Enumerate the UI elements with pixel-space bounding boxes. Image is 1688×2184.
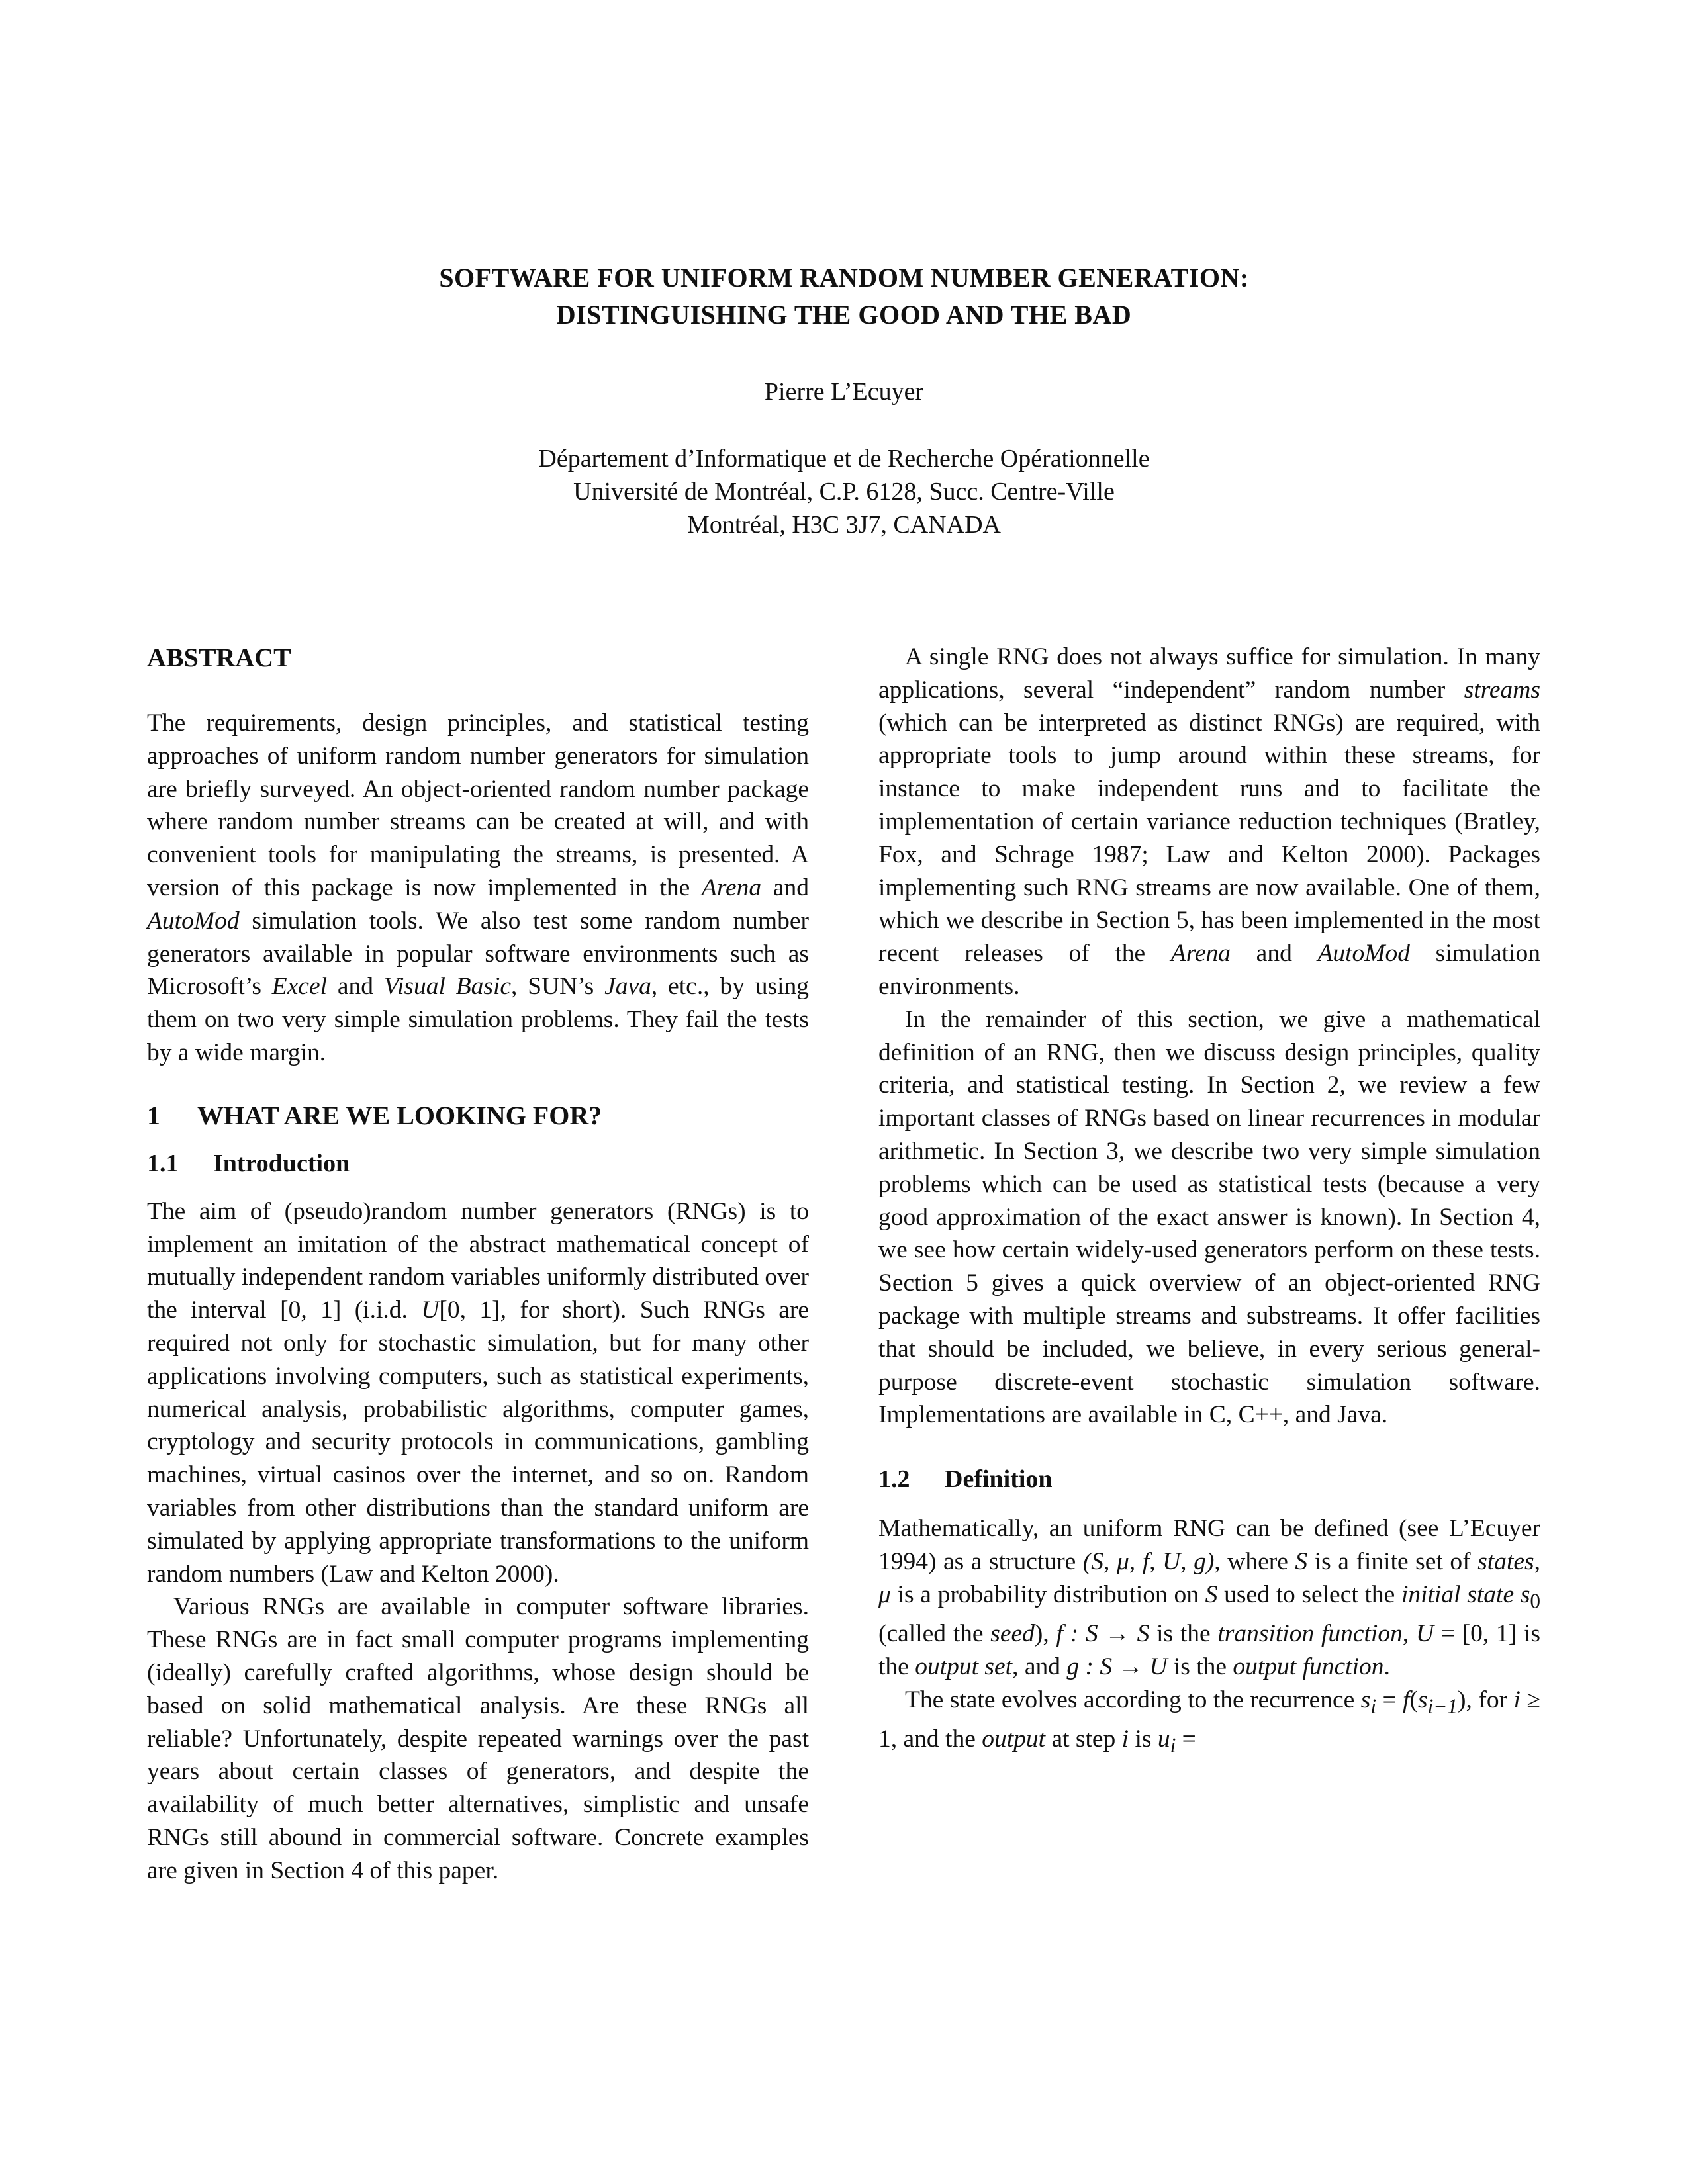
subsection-1-1-heading (147, 1146, 809, 1181)
paper-title (0, 259, 1688, 334)
definition-paragraph-2: The state evolves according to the recurrence $s_i = f(s_{i-1})$, for i ≥ 1, and the output at step i is $u_i$ = (878, 1686, 1540, 1757)
subsection-1-1-number: 1.1 (147, 1149, 179, 1177)
subsection-1-2-title: Definition (945, 1465, 1053, 1494)
author-name: Pierre L’Ecuyer (764, 378, 924, 406)
affiliation-line-2: Université de Montréal, C.P. 6128, Succ. Centre-Ville (573, 478, 1115, 506)
abstract-text: The requirements, design principles, and statistical testing approaches of uniform random number generators for simulation are briefly surveyed. An object-oriented random number package where random number streams can be created at will, and with convenient tools for manipulating the streams, is presented. A version of this package is now implemented in the Arena and AutoMod simulation tools. We also test some random number generators available in popular software environments such as Microsoft’s Excel and Visual Basic, SUN’s Java, etc., by using them on two very simple simulation problems. They fail the tests by a wide margin. (147, 709, 809, 1066)
definition-paragraph-1: Mathematically, an uniform RNG can be defined (see L’Ecuyer 1994) as a structure (S, μ, f, U, g), where S is a finite set of states, μ is a probability distribution on S used to select the initial state $s_0$ (called the seed), f : S → S is the transition function, U = [0, 1] is the output set, and g : S → U is the output function. (878, 1515, 1541, 1680)
title-line-2: DISTINGUISHING THE GOOD AND THE BAD (556, 300, 1132, 330)
subsection-1-1-title: Introduction (213, 1149, 350, 1177)
affiliation-line-1: Département d’Informatique et de Recherche Opérationnelle (538, 445, 1150, 473)
left-column (147, 641, 809, 1888)
title-line-1: SOFTWARE FOR UNIFORM RANDOM NUMBER GENERATION: (439, 263, 1249, 293)
abstract-heading: ABSTRACT (147, 643, 291, 672)
author-affiliation (0, 442, 1688, 541)
subsection-1-2-number: 1.2 (878, 1465, 910, 1494)
section-1-title: WHAT ARE WE LOOKING FOR? (197, 1100, 602, 1130)
intro-paragraph-4: In the remainder of this section, we give a mathematical definition of an RNG, then we discuss design principles, quality criteria, and statistical testing. In Section 2, we review a few important classes of RNGs based on linear recurrences in modular arithmetic. In Section 3, we describe two very simple simulation problems which can be used as statistical tests (because a very good approximation of the exact answer is known). In Section 4, we see how certain widely-used generators perform on these tests. Section 5 gives a quick overview of an object-oriented RNG package with multiple streams and substreams. It offer facilities that should be included, we believe, in every serious general-purpose discrete-event stochastic simulation software. Implementations are available in C, C++, and Java. (878, 1005, 1540, 1429)
intro-paragraph-2: Various RNGs are available in computer software libraries. These RNGs are in fact small computer programs implementing (ideally) carefully crafted algorithms, whose design should be based on solid mathematical analysis. Are these RNGs all reliable? Unfortunately, despite repeated warnings over the past years about certain classes of generators, and despite the availability of much better alternatives, simplistic and unsafe RNGs still abound in commercial software. Concrete examples are given in Section 4 of this paper. (147, 1593, 809, 1884)
section-1-number: 1 (147, 1100, 160, 1130)
intro-paragraph-1: The aim of (pseudo)random number generators (RNGs) is to implement an imitation of the abstract mathematical concept of mutually independent random variables uniformly distributed over the interval [0, 1] (i.i.d. U[0, 1], for short). Such RNGs are required not only for stochastic simulation, but for many other applications involving computers, such as statistical experiments, numerical analysis, probabilistic algorithms, computer games, cryptology and security protocols in communications, gambling machines, virtual casinos over the internet, and so on. Random variables from other distributions than the standard uniform are simulated by applying appropriate transformations to the uniform random numbers (Law and Kelton 2000). (147, 1197, 809, 1588)
intro-paragraph-3: A single RNG does not always suffice for simulation. In many applications, several “independent” random number streams (which can be interpreted as distinct RNGs) are required, with appropriate tools to jump around within these streams, for instance to make independent runs and to facilitate the implementation of certain variance reduction techniques (Bratley, Fox, and Schrage 1987; Law and Kelton 2000). Packages implementing such RNG streams are now available. One of them, which we describe in Section 5, has been implemented in the most recent releases of the Arena and AutoMod simulation environments. (878, 643, 1540, 1000)
right-column (878, 641, 1540, 1762)
affiliation-line-3: Montréal, H3C 3J7, CANADA (687, 511, 1001, 539)
subsection-1-2-heading (878, 1462, 1540, 1496)
section-1-heading (147, 1099, 809, 1133)
